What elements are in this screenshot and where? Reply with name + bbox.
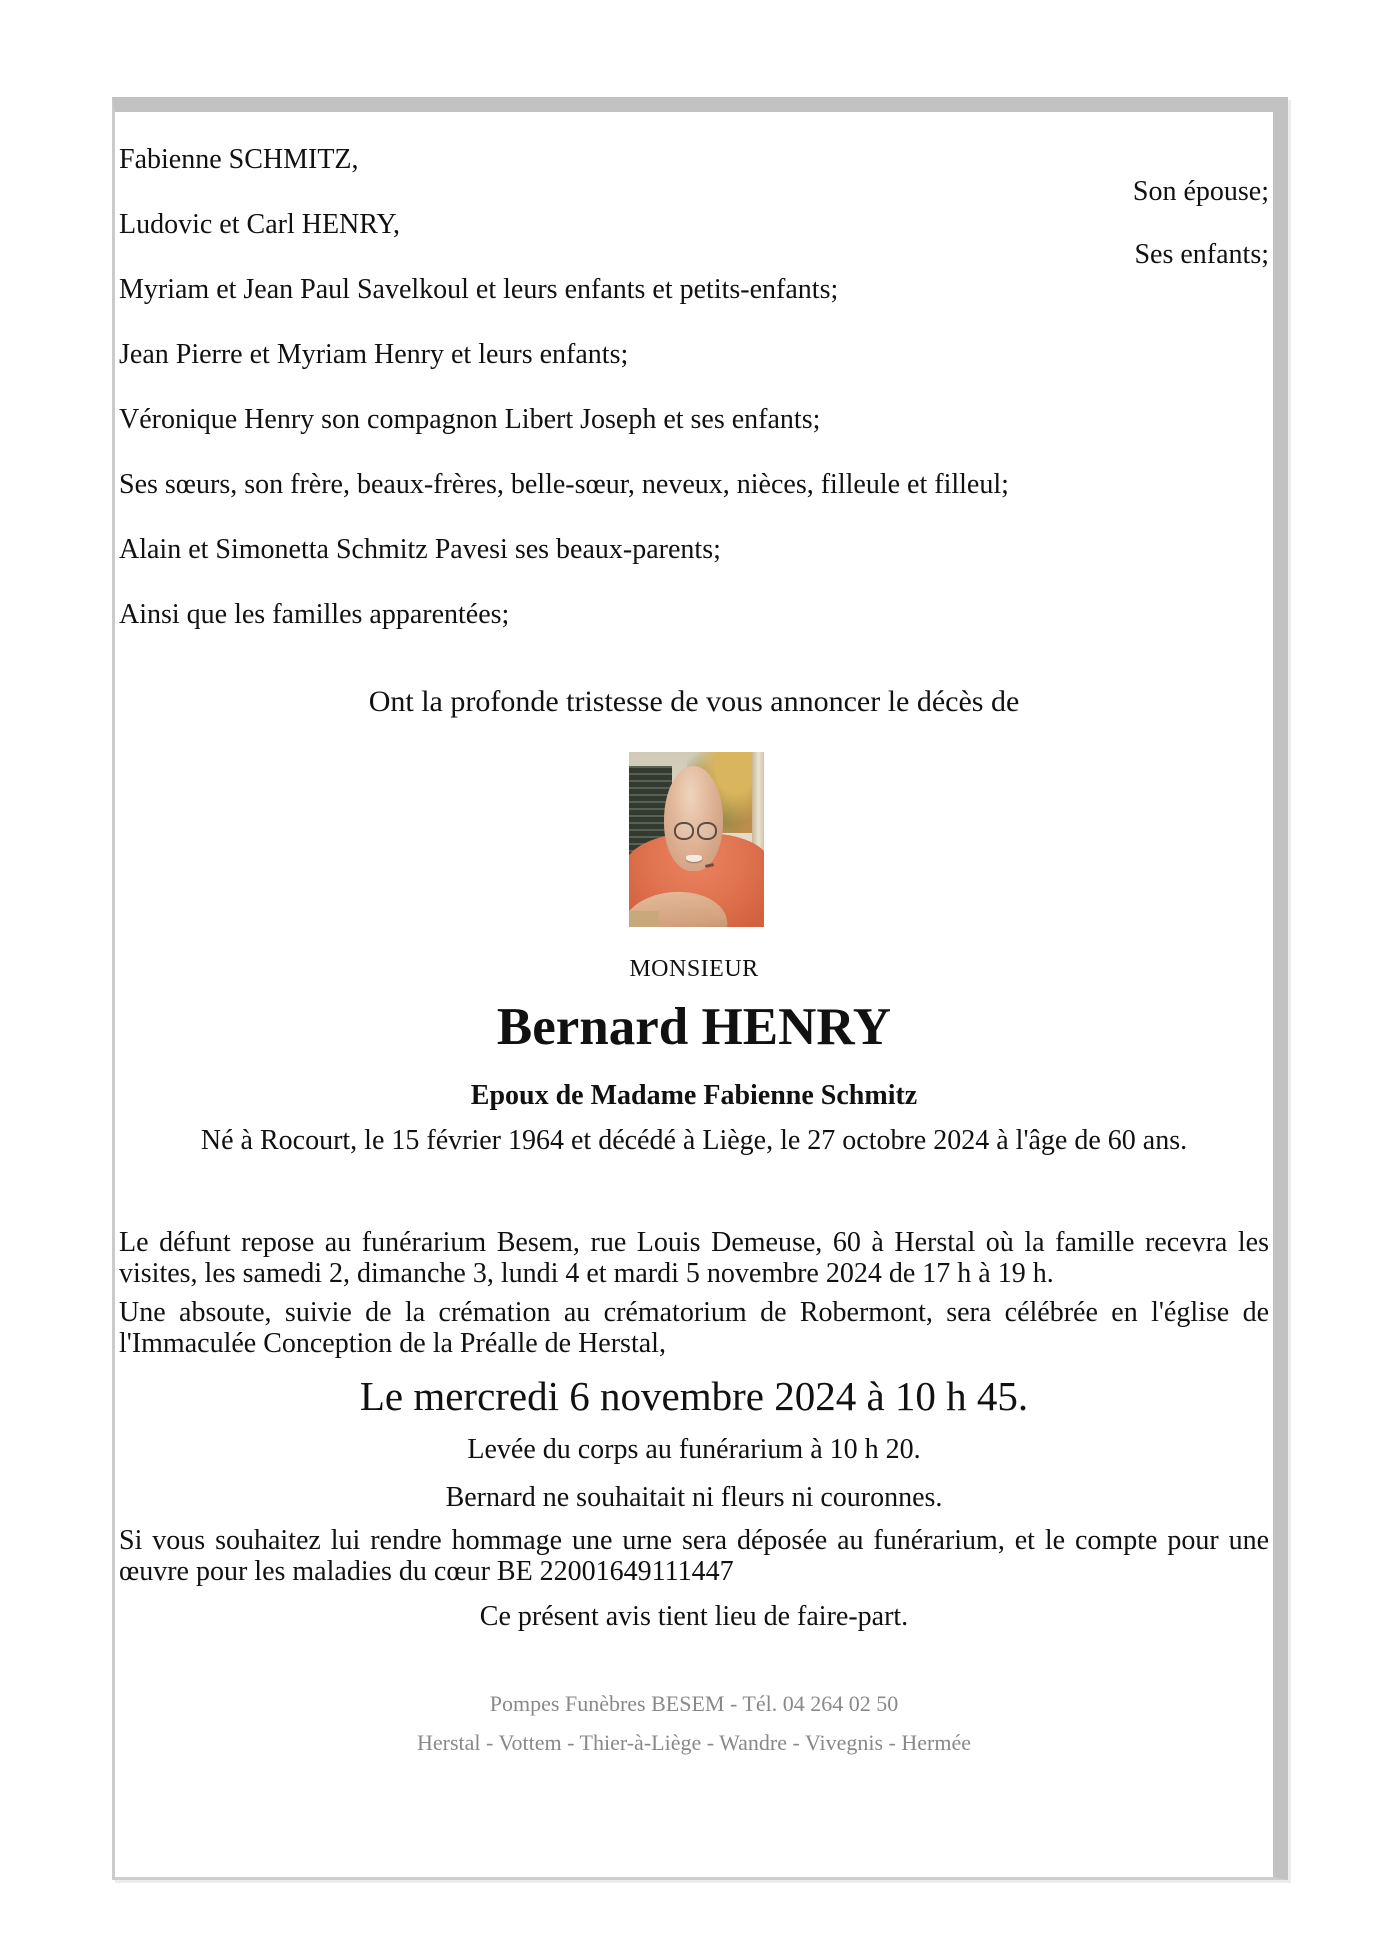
birth-death-line: Né à Rocourt, le 15 février 1964 et décédé à Liège, le 27 octobre 2024 à l'âge de 60 ans.: [200, 1125, 1188, 1156]
photo-table: [629, 911, 659, 927]
visitation-paragraph: Le défunt repose au funérarium Besem, rue Louis Demeuse, 60 à Herstal où la famille recevra les visites, les samedi 2, dimanche 3, lundi 4 et mardi 5 novembre 2024 de 17 h à 19 h.: [119, 1227, 1269, 1289]
family-line-wife-name: Fabienne SCHMITZ,: [119, 144, 359, 175]
ceremony-datetime-line: Le mercredi 6 novembre 2024 à 10 h 45.: [359, 1373, 1029, 1419]
absoute-paragraph: Une absoute, suivie de la crémation au crématorium de Robermont, sera célébrée en l'église de l'Immaculée Conception de la Préalle de Herstal,: [119, 1297, 1269, 1359]
family-line-related: Ainsi que les familles apparentées;: [119, 599, 510, 630]
photo-glasses-left: [674, 822, 694, 840]
family-line-children-names: Ludovic et Carl HENRY,: [119, 209, 401, 240]
family-line: Jean Pierre et Myriam Henry et leurs enfants;: [119, 339, 629, 370]
family-line: Alain et Simonetta Schmitz Pavesi ses beaux-parents;: [119, 534, 721, 565]
faire-part-notice-line: Ce présent avis tient lieu de faire-part.: [479, 1601, 909, 1632]
spouse-line: Epoux de Madame Fabienne Schmitz: [470, 1080, 918, 1111]
funeral-home-footer: Pompes Funèbres BESEM - Tél. 04 264 02 50: [489, 1691, 899, 1716]
levee-du-corps-line: Levée du corps au funérarium à 10 h 20.: [467, 1434, 921, 1465]
no-flowers-line: Bernard ne souhaitait ni fleurs ni couronnes.: [445, 1482, 943, 1513]
relation-label-children: Ses enfants;: [1134, 239, 1269, 270]
civility-label: MONSIEUR: [629, 956, 759, 982]
relation-label-spouse: Son épouse;: [1132, 176, 1269, 207]
announcement-line: Ont la profonde tristesse de vous annoncer le décès de: [368, 685, 1020, 718]
family-line: Ses sœurs, son frère, beaux-frères, belle-sœur, neveux, nièces, filleule et filleul;: [119, 469, 1009, 500]
funeral-home-locations: Herstal - Vottem - Thier-à-Liège - Wandre - Vivegnis - Hermée: [416, 1730, 972, 1755]
family-line: Myriam et Jean Paul Savelkoul et leurs enfants et petits-enfants;: [119, 274, 839, 305]
homage-paragraph: Si vous souhaitez lui rendre hommage une urne sera déposée au funérarium, et le compte pour une œuvre pour les maladies du cœur BE 22001649111447: [119, 1525, 1269, 1587]
deceased-photo: [629, 752, 764, 927]
photo-glasses-right: [697, 822, 717, 840]
family-line: Véronique Henry son compagnon Libert Joseph et ses enfants;: [119, 404, 821, 435]
obituary-page: [112, 97, 1288, 1880]
deceased-name: Bernard HENRY: [496, 998, 892, 1056]
